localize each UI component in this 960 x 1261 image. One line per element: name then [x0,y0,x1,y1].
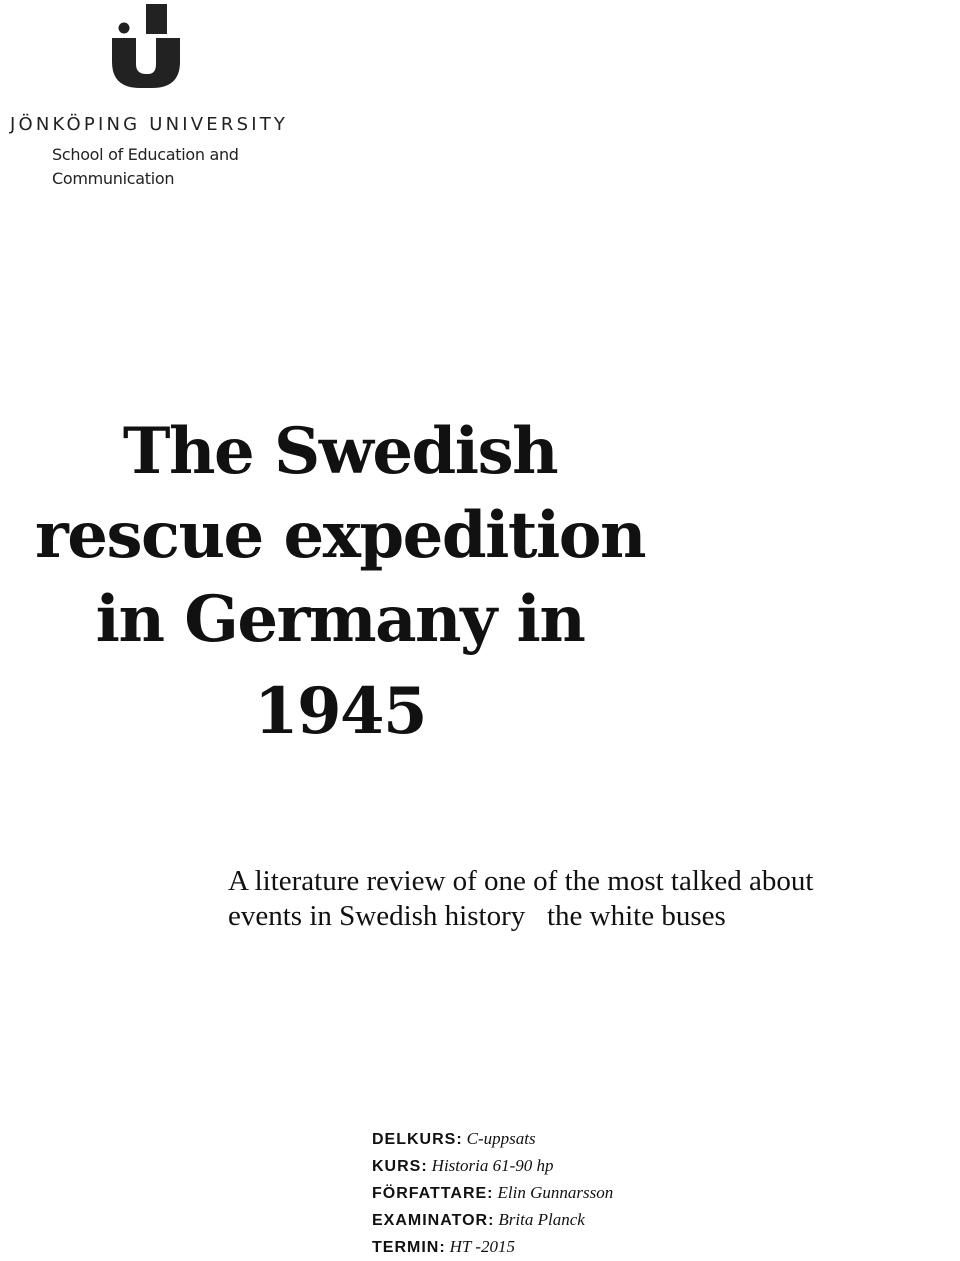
meta-row-forfattare [372,1180,613,1207]
meta-row-termin [372,1234,613,1261]
title-line: in Germany in [95,582,585,657]
university-name: JÖNKÖPING UNIVERSITY [10,114,289,135]
meta-label: KURS: [372,1158,428,1175]
meta-row-examinator [372,1207,613,1234]
meta-value: C-uppsats [466,1129,536,1148]
meta-row-kurs [372,1153,613,1180]
subtitle-line: events in Swedish history the white buses [228,900,726,932]
meta-row-delkurs [372,1126,613,1153]
university-logo [0,0,295,192]
title-line: rescue expedition [35,498,645,573]
meta-label: EXAMINATOR: [372,1212,495,1229]
meta-label: TERMIN: [372,1239,446,1256]
meta-value: HT -2015 [449,1237,515,1256]
school-name-line: School of Education and [52,145,239,164]
meta-value: Historia 61-90 hp [431,1156,554,1175]
title-line: The Swedish [122,414,558,489]
document-title [0,410,680,754]
university-logo-mark-icon [108,4,184,88]
meta-label: FÖRFATTARE: [372,1185,494,1202]
document-subtitle [228,864,958,934]
meta-value: Brita Planck [498,1210,585,1229]
school-name-line: Communication [52,169,175,188]
school-name [52,143,239,191]
title-year: 1945 [253,674,427,749]
meta-label: DELKURS: [372,1131,463,1148]
thesis-metadata [372,1126,613,1261]
meta-value: Elin Gunnarsson [497,1183,614,1202]
subtitle-line: A literature review of one of the most talked about [228,865,814,897]
